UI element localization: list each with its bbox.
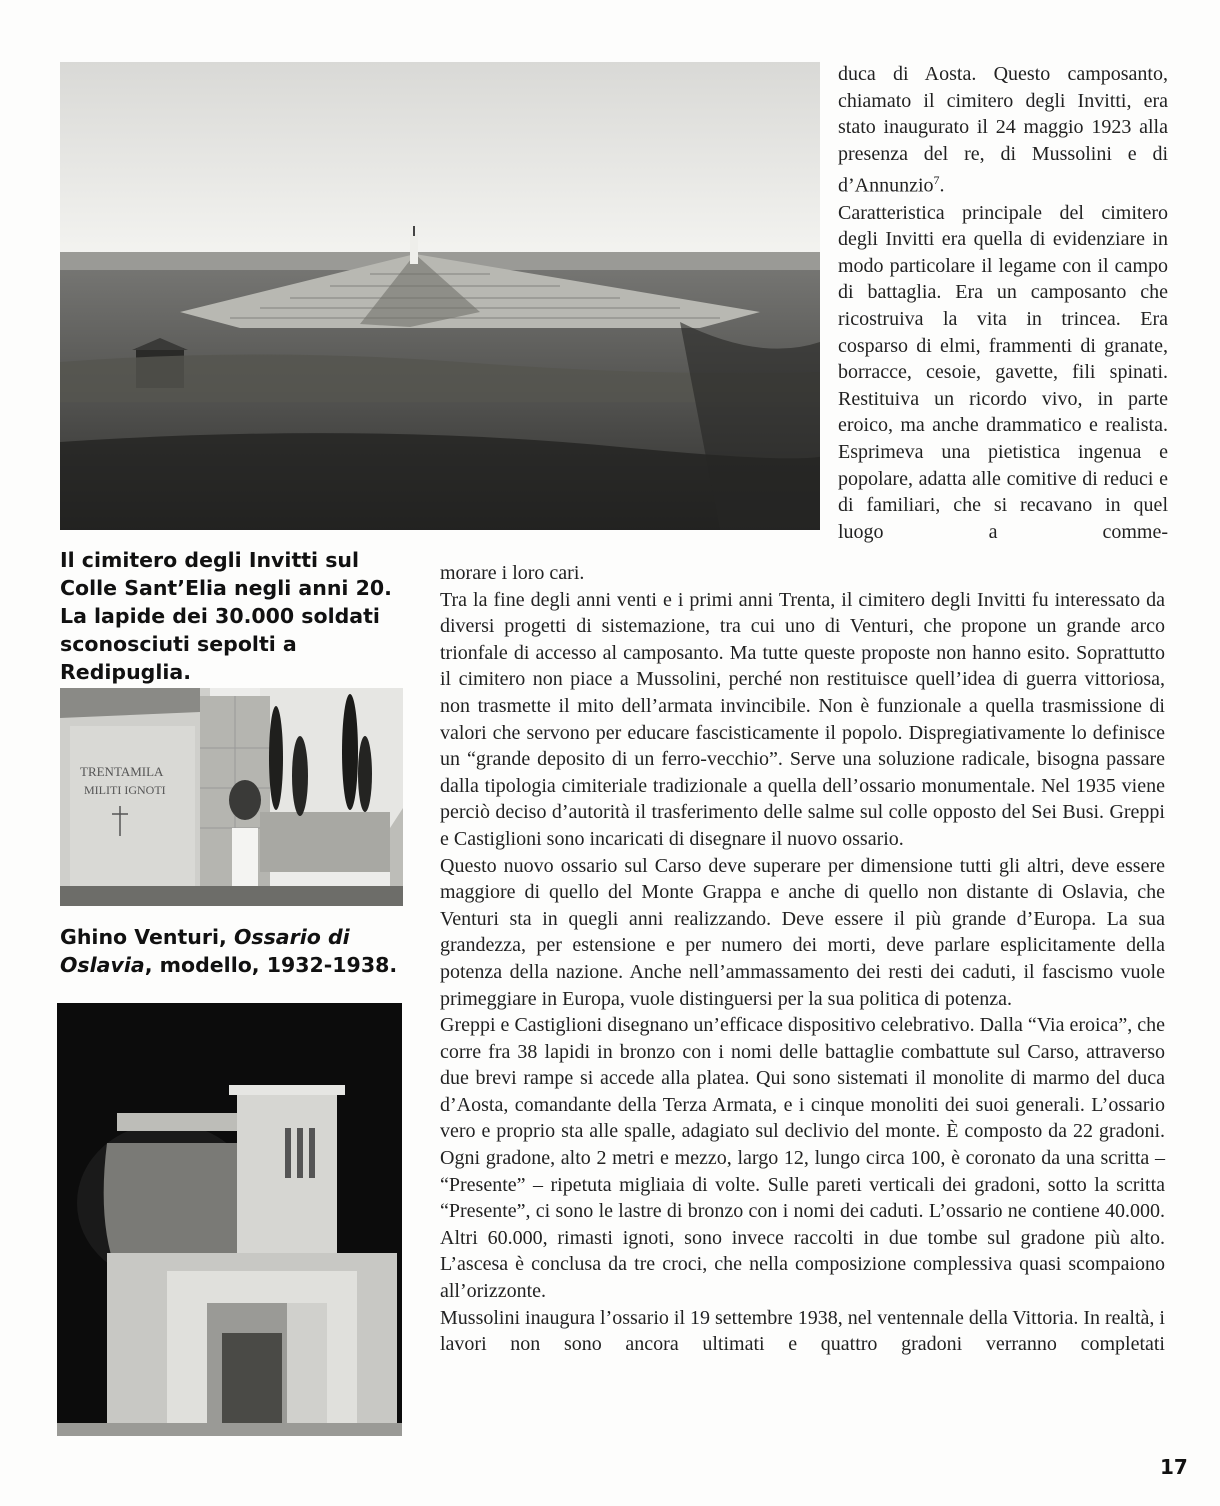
model-photo [57,1003,402,1436]
paragraph: Caratteristica principale del cimitero degli Invitti era quella di evidenziare in modo particolare il legame con il campo di battaglia. Era un camposanto che ricostruiva la vita in trincea. Era cosparso di elmi, frammenti di granate, borracce, cesoie, gavette, fili spinati. Restituiva un ricordo vivo, in parte eroico, ma anche drammatico e realista. Esprimeva una pietistica ingenua e popolare, adatta alle comitive di reduci e di familiari, che si recavano in quel luogo a comme- [838,201,1168,543]
inscription-line-2: MILITI IGNOTI [84,783,166,797]
caption-model-title: Ossario di Oslavia [60,925,350,977]
caption-model-rest: , modello, 1932-1938. [144,953,398,977]
page-number: 17 [1160,1455,1188,1479]
paragraph [838,61,1168,200]
cemetery-photo [60,62,820,530]
caption-cemetery-line2: La lapide dei 30.000 soldati sconosciuti sepolti a Redipuglia. [60,604,380,684]
main-column-text [440,560,1165,1358]
caption-model-author: Ghino Venturi, [60,925,234,949]
inscription-line-1: TRENTAMILA [80,764,164,779]
paragraph-text: duca di Aosta. Questo camposanto, chiamato il cimitero degli Invitti, era stato inaugurato il 24 maggio 1923 alla presenza del re, di Mussolini e di d’Annunzio [838,63,1168,198]
caption-cemetery [60,546,405,686]
continuation-line: morare i loro cari. [440,562,585,584]
footnote-reference: 7 [933,173,940,188]
paragraph: Tra la fine degli anni venti e i primi anni Trenta, il cimitero degli Invitti fu interessato da diversi progetti di sistemazione, tra cui uno di Venturi, che propone un grande arco trionfale di accesso al camposanto. Ma tutte queste proposte non hanno esito. Soprattutto il cimitero non piace a Mussolini, perché non restituisce quell’idea di guerra vittoriosa, non trasmette il mito dell’armata invincibile. Non è funzionale a quella trasmissione di valori che servono per educare fascisticamente il popolo. Dispregiativamente lo definisce un “grande deposito di un ferro-vecchio”. Serve una soluzione radicale, bisogna passare dalla tipologia cimiteriale tradizionale a quella dell’ossario monumentale. Nel 1935 viene perciò deciso d’autorità il trasferimento delle salme sul colle opposto del Sei Busi. Greppi e Castiglioni sono incaricati di disegnare il nuovo ossario. [440,588,1165,850]
paragraph: Greppi e Castiglioni disegnano un’efficace dispositivo celebrativo. Dalla “Via eroica”, che corre fra 38 lapidi in bronzo con i nomi delle battaglie combattute sul Carso, attraverso due brevi rampe si accede alla platea. Qui sono sistemati il monolite di marmo del duca d’Aosta, comandante della Terza Armata, e i cinque monoliti dei suoi generali. L’ossario vero e proprio sta alle spalle, adagiato sul declivio del monte. È composto da 22 gradoni. Ogni gradone, alto 2 metri e mezzo, largo 12, lungo circa 100, è coronato da una scritta – “Presente” – ripetuta migliaia di volte. Sulle pareti verticali dei gradoni, sotto la scritta “Presente”, ci sono le lastre di bronzo con i nomi dei caduti. L’ossario ne contiene 40.000. Altri 60.000, rimasti ignoti, sono invece raccolti in due tombe sul gradone più alto. L’ascesa è conclusa da tre croci, che nella composizione complessiva quasi scompaiono all’orizzonte. [440,1014,1165,1303]
caption-cemetery-line1: Il cimitero degli Invitti sul Colle Sant’Elia negli anni 20. [60,548,392,600]
caption-model [60,923,405,979]
paragraph-end: . [939,175,945,198]
paragraph: Questo nuovo ossario sul Carso deve superare per dimensione tutti gli altri, deve essere maggiore di quello del Monte Grappa e anche di quello non distante di Oslavia, che Venturi sta in quegli anni realizzando. Deve essere il più grande d’Europa. La sua grandezza, per estensione e per numero dei morti, deve parlare esplicitamente della potenza della nazione. Anche nell’ammassamento dei resti dei caduti, il fascismo vuole primeggiare in Europa, vuole distinguersi per la sua politica di potenza. [440,854,1165,1010]
right-column-text [838,61,1168,545]
paragraph: Mussolini inaugura l’ossario il 19 settembre 1938, nel ventennale della Vittoria. In realtà, i lavori non sono ancora ultimati e quattro gradoni verranno completati [440,1306,1165,1356]
monument-photo [60,688,403,906]
